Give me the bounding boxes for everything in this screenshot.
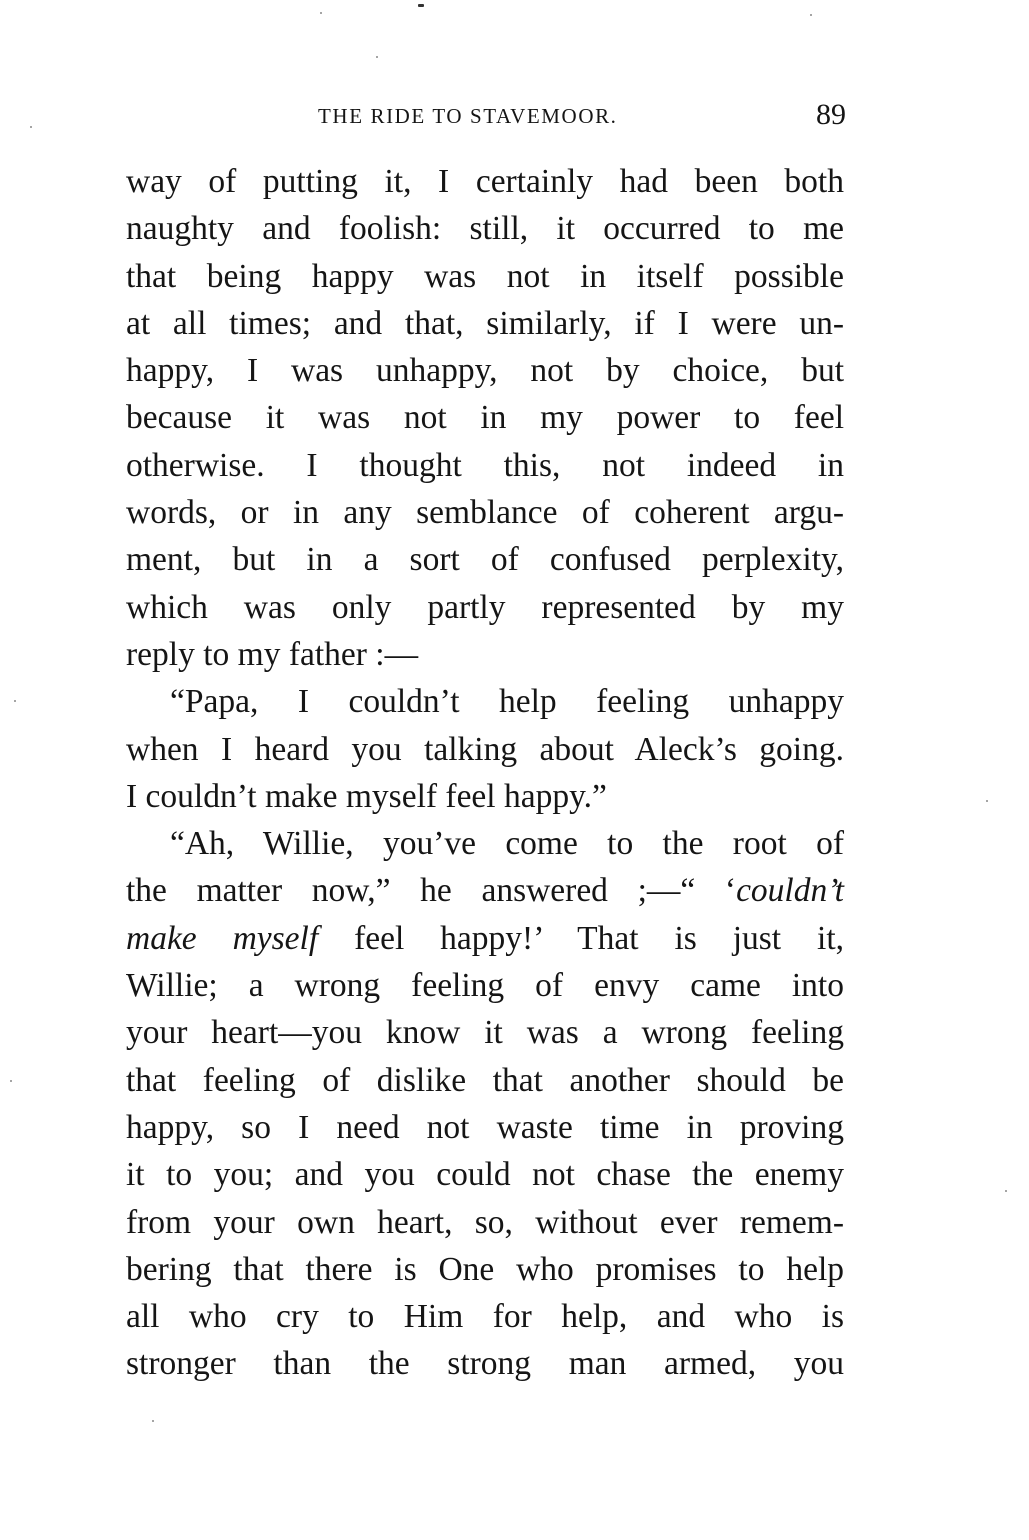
scan-speck <box>152 1420 154 1422</box>
text-line: stronger than the strong man armed, you <box>126 1345 844 1383</box>
text-line: at all times; and that, similarly, if I were un- <box>126 304 844 342</box>
text-run: feel happy!’ That is just it, <box>318 919 844 957</box>
page-number: 89 <box>816 98 846 131</box>
text-line: words, or in any semblance of coherent argu- <box>126 494 844 532</box>
scan-speck <box>30 126 32 128</box>
scan-speck <box>14 700 16 702</box>
scan-speck <box>10 1080 12 1082</box>
text-line: that feeling of dislike that another should be <box>126 1061 844 1099</box>
text-line: ment, but in a sort of confused perplexity, <box>126 541 844 579</box>
running-title: THE RIDE TO STAVEMOOR. <box>318 104 618 128</box>
scan-speck <box>810 14 812 16</box>
page-header <box>128 98 846 134</box>
text-line: “Ah, Willie, you’ve come to the root of <box>170 825 844 863</box>
text-line <box>126 915 844 962</box>
text-line <box>126 867 844 914</box>
text-line: reply to my father :— <box>126 635 419 673</box>
text-line: “Papa, I couldn’t help feeling unhappy <box>170 683 844 721</box>
scan-speck <box>1005 1190 1007 1192</box>
text-line: it to you; and you could not chase the enemy <box>126 1156 844 1194</box>
scan-speck <box>986 800 988 802</box>
text-run: the matter now,” he answered ;—“ ‘ <box>126 872 737 910</box>
text-line: which was only partly represented by my <box>126 588 844 626</box>
text-line: all who cry to Him for help, and who is <box>126 1298 844 1336</box>
body-text <box>126 158 844 1388</box>
scan-speck <box>320 12 322 14</box>
text-line: I couldn’t make myself feel happy.” <box>126 777 607 815</box>
text-line: bering that there is One who promises to help <box>126 1250 844 1288</box>
text-line: Willie; a wrong feeling of envy came into <box>126 967 844 1005</box>
text-line: naughty and foolish: still, it occurred to me <box>126 210 844 248</box>
scan-speck <box>418 4 424 7</box>
italic-run: couldn’t <box>736 872 844 910</box>
text-line: otherwise. I thought this, not indeed in <box>126 446 844 484</box>
text-line: when I heard you talking about Aleck’s going. <box>126 730 844 768</box>
text-line: from your own heart, so, without ever remem- <box>126 1203 844 1241</box>
text-line: that being happy was not in itself possible <box>126 257 844 295</box>
italic-run: make myself <box>126 919 319 957</box>
text-line: your heart—you know it was a wrong feeling <box>126 1014 844 1052</box>
text-line: way of putting it, I certainly had been both <box>126 163 844 200</box>
text-line: happy, I was unhappy, not by choice, but <box>126 352 844 390</box>
scan-speck <box>376 56 378 58</box>
text-line: happy, so I need not waste time in proving <box>126 1108 844 1146</box>
text-line: because it was not in my power to feel <box>126 399 844 437</box>
